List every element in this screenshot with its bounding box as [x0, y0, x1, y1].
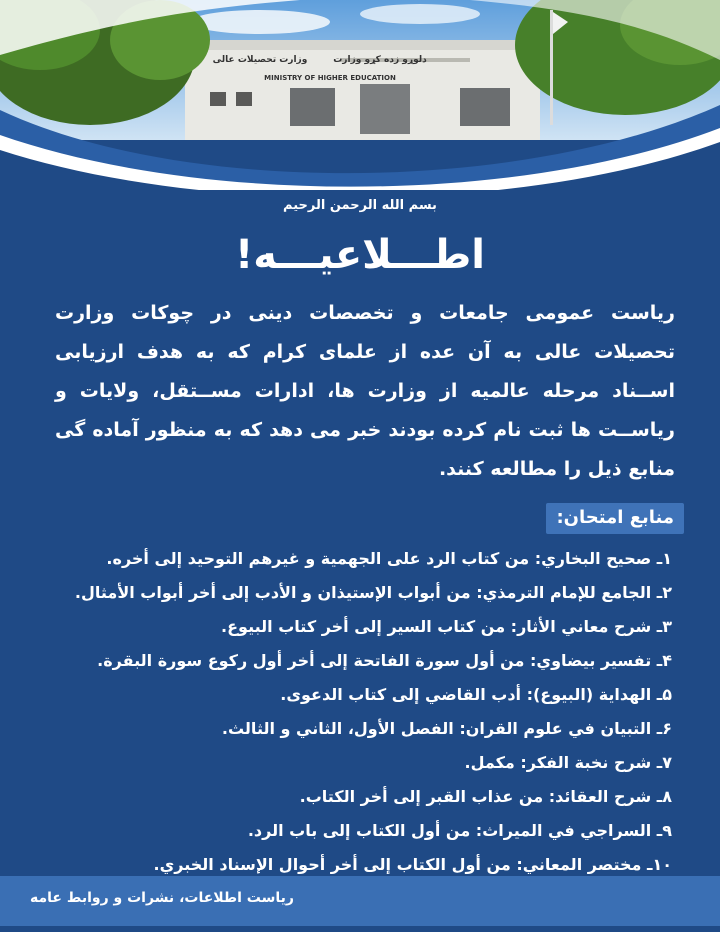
building-sign-pashto: دلوړو زده کړو وزارت [333, 55, 427, 65]
list-item: ١ـ صحيح البخاري: من كتاب الرد على الجهمية و غيرهم التوحيد إلى أخره. [106, 549, 672, 568]
list-item: ۶ـ التبيان في علوم القران: الفصل الأول، الثاني و الثالث. [221, 719, 672, 738]
list-item: ٧ـ شرح نخبة الفكر: مكمل. [464, 753, 672, 772]
list-item: ٨ـ شرح العقائد: من عذاب القبر إلى أخر الكتاب. [299, 787, 672, 806]
exam-sources-heading: منابع امتحان: [546, 503, 684, 534]
announcement-body [0, 190, 720, 882]
list-item: ۴ـ تفسير بيضاوي: من أول سورة الفاتحة إلى أخر أول ركوع سورة البقرة. [97, 651, 672, 670]
building-sign-dari: وزارت تحصیلات عالی [212, 55, 308, 65]
announcement-intro: ریاست عمومی جامعات و تخصصات دینی در چوکات وزارت تحصیلات عالی به آن عده از علمای کرام که به هدف ارزیابی اســناد مرحله عالمیه از وزارت ها، ادارات مســتقل، ولایات و ریاســت ها ثبت نام کرده بودند خبر می دهد که به منظور آماده گی منابع ذیل را مطالعه کنند. [55, 302, 675, 480]
list-item: ٣ـ شرح معاني الأثار: من كتاب السير إلى أخر كتاب البيوع. [221, 617, 672, 636]
ministry-building-photo [0, 0, 720, 190]
building-sign-english: MINISTRY OF HIGHER EDUCATION [264, 74, 396, 82]
basmala: بسم الله الرحمن الرحیم [283, 198, 437, 213]
announcement-title: اطـــلاعیـــه! [235, 232, 485, 278]
list-item: ١٠ـ مختصر المعاني: من أول الكتاب إلى أخر أحوال الإسناد الخبري. [153, 855, 672, 874]
list-item: ٩ـ السراجي في الميراث: من أول الكتاب إلى باب الرد. [247, 821, 672, 840]
footer-divider [0, 926, 720, 932]
footer-department-name: ریاست اطلاعات، نشرات و روابط عامه [30, 890, 294, 906]
exam-sources-list [40, 542, 672, 882]
list-item: ۵ـ الهداية (البيوع): أدب القاضي إلى كتاب الدعوى. [280, 685, 672, 704]
footer-bar [0, 876, 720, 926]
list-item: ٢ـ الجامع للإمام الترمذي: من أبواب الإستيذان و الأدب إلى أخر أبواب الأمثال. [74, 583, 672, 602]
